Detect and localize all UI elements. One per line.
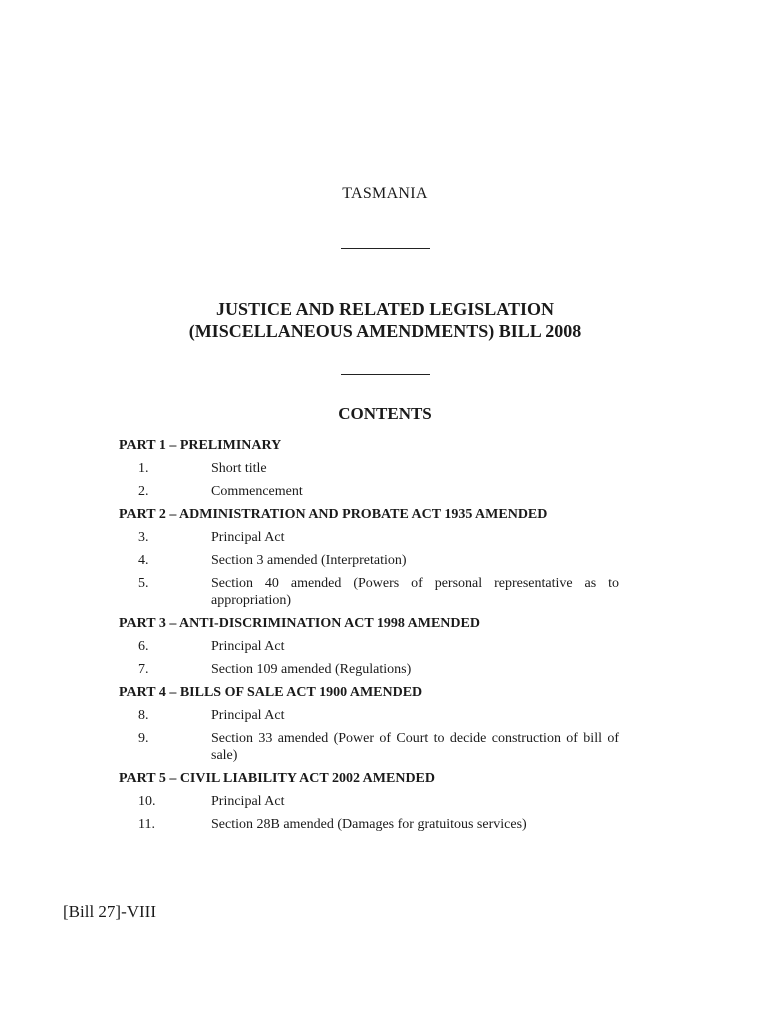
- entry-title: Section 28B amended (Damages for gratuitous services): [211, 817, 527, 832]
- entry-title: Commencement: [211, 484, 303, 499]
- entry-number: 6.: [138, 639, 149, 654]
- entry-title: Short title: [211, 461, 267, 476]
- entry-title: Section 40 amended (Powers of personal representative as to appropriation): [211, 576, 619, 608]
- toc-part-5: [119, 770, 619, 833]
- table-of-contents: [119, 437, 619, 839]
- entry-number: 8.: [138, 708, 149, 723]
- part-heading: PART 5 – CIVIL LIABILITY ACT 2002 AMENDED: [119, 771, 435, 786]
- entry-number: 5.: [138, 576, 149, 591]
- part-heading: PART 1 – PRELIMINARY: [119, 438, 282, 453]
- jurisdiction-heading: TASMANIA: [342, 185, 428, 202]
- toc-part-4: [119, 684, 619, 764]
- entry-title: Section 109 amended (Regulations): [211, 662, 412, 677]
- entry-number: 10.: [138, 794, 156, 809]
- part-heading: PART 3 – ANTI-DISCRIMINATION ACT 1998 AMENDED: [119, 616, 480, 631]
- part-heading: PART 4 – BILLS OF SALE ACT 1900 AMENDED: [119, 685, 423, 700]
- entry-title: Principal Act: [211, 794, 285, 809]
- bill-title-line-2: (MISCELLANEOUS AMENDMENTS) BILL 2008: [188, 321, 582, 341]
- toc-entry: [119, 730, 619, 764]
- entry-number: 3.: [138, 530, 149, 545]
- entry-number: 11.: [138, 817, 155, 832]
- entry-number: 9.: [138, 731, 149, 746]
- separator-rule: [341, 374, 430, 375]
- entry-title: Section 33 amended (Power of Court to decide construction of bill of sale): [211, 731, 619, 763]
- entry-number: 7.: [138, 662, 149, 677]
- toc-entry: [119, 529, 619, 546]
- toc-entry: [119, 460, 619, 477]
- toc-entry: [119, 575, 619, 609]
- part-heading: PART 2 – ADMINISTRATION AND PROBATE ACT 1935 AMENDED: [119, 507, 548, 522]
- toc-entry: [119, 707, 619, 724]
- entry-number: 4.: [138, 553, 149, 568]
- toc-entry: [119, 552, 619, 569]
- toc-part-2: [119, 506, 619, 609]
- toc-entry: [119, 483, 619, 500]
- entry-title: Principal Act: [211, 530, 285, 545]
- separator-rule: [341, 248, 430, 249]
- bill-identifier: [Bill 27]-VIII: [63, 902, 157, 921]
- entry-title: Principal Act: [211, 708, 285, 723]
- entry-title: Principal Act: [211, 639, 285, 654]
- toc-part-1: [119, 437, 619, 500]
- toc-entry: [119, 816, 619, 833]
- toc-entry: [119, 638, 619, 655]
- bill-title-line-1: JUSTICE AND RELATED LEGISLATION: [216, 299, 554, 319]
- contents-heading: CONTENTS: [338, 404, 432, 423]
- toc-entry: [119, 661, 619, 678]
- toc-part-3: [119, 615, 619, 678]
- entry-number: 1.: [138, 461, 149, 476]
- bill-title: [0, 298, 770, 342]
- toc-entry: [119, 793, 619, 810]
- entry-title: Section 3 amended (Interpretation): [211, 553, 407, 568]
- entry-number: 2.: [138, 484, 149, 499]
